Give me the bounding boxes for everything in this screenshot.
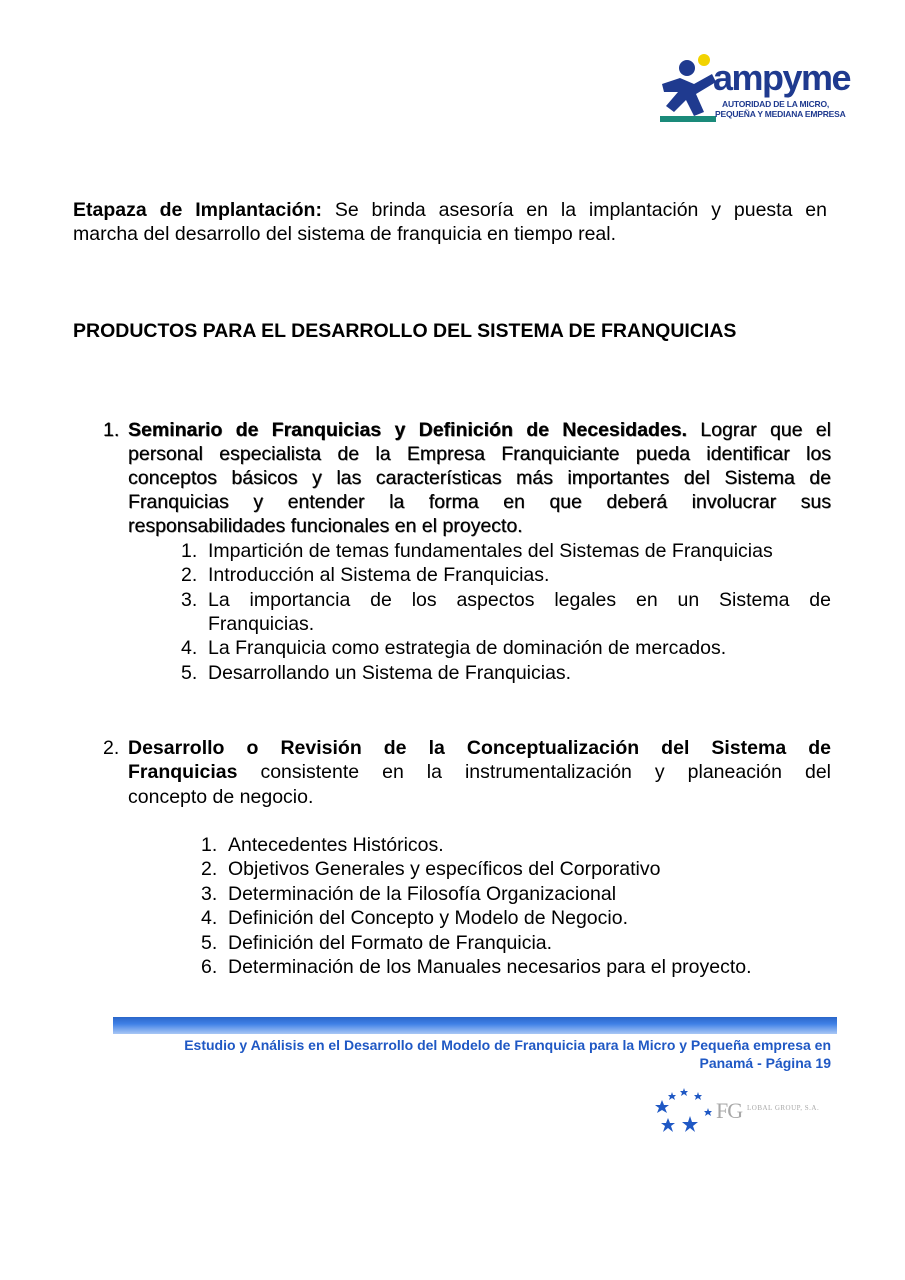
item1-sub3-num: 3. xyxy=(181,589,198,611)
item2-sub6-text: Determinación de los Manuales necesarios para el proyecto. xyxy=(228,956,752,978)
item1-line-5: responsabilidades funcionales en el proyecto. xyxy=(128,515,523,537)
item1-sub5-num: 5. xyxy=(181,662,198,684)
item2-line-2 xyxy=(128,760,831,784)
item1-bold: Seminario de Franquicias y Definición de Necesidades. xyxy=(128,419,687,441)
ampyme-wordmark: ampyme xyxy=(713,57,851,98)
item1-line-4: Franquicias y entender la forma en que deberá involucrar sus xyxy=(128,491,831,513)
item1-sub2-num: 2. xyxy=(181,564,198,586)
item1-sub1-num: 1. xyxy=(181,540,198,562)
item1-number: 1. xyxy=(103,419,120,441)
item1-sub3-text: La importancia de los aspectos legales en un Sistema de xyxy=(208,589,831,611)
item1-sub5-text: Desarrollando un Sistema de Franquicias. xyxy=(208,662,572,684)
item2-sub5-num: 5. xyxy=(201,932,218,954)
item2-rest: consistente en la instrumentalización y planeación del xyxy=(237,761,831,783)
fg-stars-icon xyxy=(654,1086,716,1136)
footer-bar xyxy=(113,1017,837,1034)
item2-sub6-num: 6. xyxy=(201,956,218,978)
item1-line-1 xyxy=(128,418,831,442)
item1-rest: Lograr que el xyxy=(686,419,831,441)
item2-sub1-num: 1. xyxy=(201,834,218,856)
item2-bold-2: Franquicias xyxy=(128,761,238,783)
item2-line-3: concepto de negocio. xyxy=(128,786,314,808)
intro-line-2: marcha del desarrollo del sistema de franquicia en tiempo real. xyxy=(73,223,617,245)
item2-sub5-text: Definición del Formato de Franquicia. xyxy=(228,932,553,954)
item2-sub4-text: Definición del Concepto y Modelo de Negocio. xyxy=(228,907,628,929)
item1-sub3-cont: Franquicias. xyxy=(208,613,315,635)
item1-line-3: conceptos básicos y las características más importantes del Sistema de xyxy=(128,467,831,489)
ampyme-subtitle-1: AUTORIDAD DE LA MICRO, xyxy=(722,99,830,109)
fg-mark: FG xyxy=(716,1098,743,1123)
intro-bold: Etapaza de Implantación: xyxy=(73,199,322,221)
item2-line-1: Desarrollo o Revisión de la Conceptualización del Sistema de xyxy=(128,737,831,759)
intro-line-1 xyxy=(73,198,827,222)
item1-sub4-num: 4. xyxy=(181,637,198,659)
fg-group-text: LOBAL GROUP, S.A. xyxy=(747,1104,820,1112)
item1-sub4-text: La Franquicia como estrategia de dominación de mercados. xyxy=(208,637,727,659)
intro-text-1: Se brinda asesoría en la implantación y puesta en xyxy=(321,199,827,221)
footer-line-1: Estudio y Análisis en el Desarrollo del Modelo de Franquicia para la Micro y Pequeña empresa en xyxy=(184,1037,831,1053)
item2-sub3-num: 3. xyxy=(201,883,218,905)
item1-sub2-text: Introducción al Sistema de Franquicias. xyxy=(208,564,550,586)
item2-sub1-text: Antecedentes Históricos. xyxy=(228,834,444,856)
item2-sub3-text: Determinación de la Filosofía Organizacional xyxy=(228,883,617,905)
ampyme-figure-icon xyxy=(658,54,718,124)
section-title: PRODUCTOS PARA EL DESARROLLO DEL SISTEMA DE FRANQUICIAS xyxy=(73,320,737,342)
item2-number: 2. xyxy=(103,737,120,759)
ampyme-subtitle-2: PEQUEÑA Y MEDIANA EMPRESA xyxy=(715,109,846,119)
item1-sub1-text: Impartición de temas fundamentales del Sistemas de Franquicias xyxy=(208,540,773,562)
item1-line-2: personal especialista de la Empresa Franquiciante pueda identificar los xyxy=(128,443,831,465)
footer-line-2: Panamá - Página 19 xyxy=(699,1055,831,1071)
item2-sub2-num: 2. xyxy=(201,858,218,880)
item2-sub4-num: 4. xyxy=(201,907,218,929)
item2-sub2-text: Objetivos Generales y específicos del Corporativo xyxy=(228,858,661,880)
